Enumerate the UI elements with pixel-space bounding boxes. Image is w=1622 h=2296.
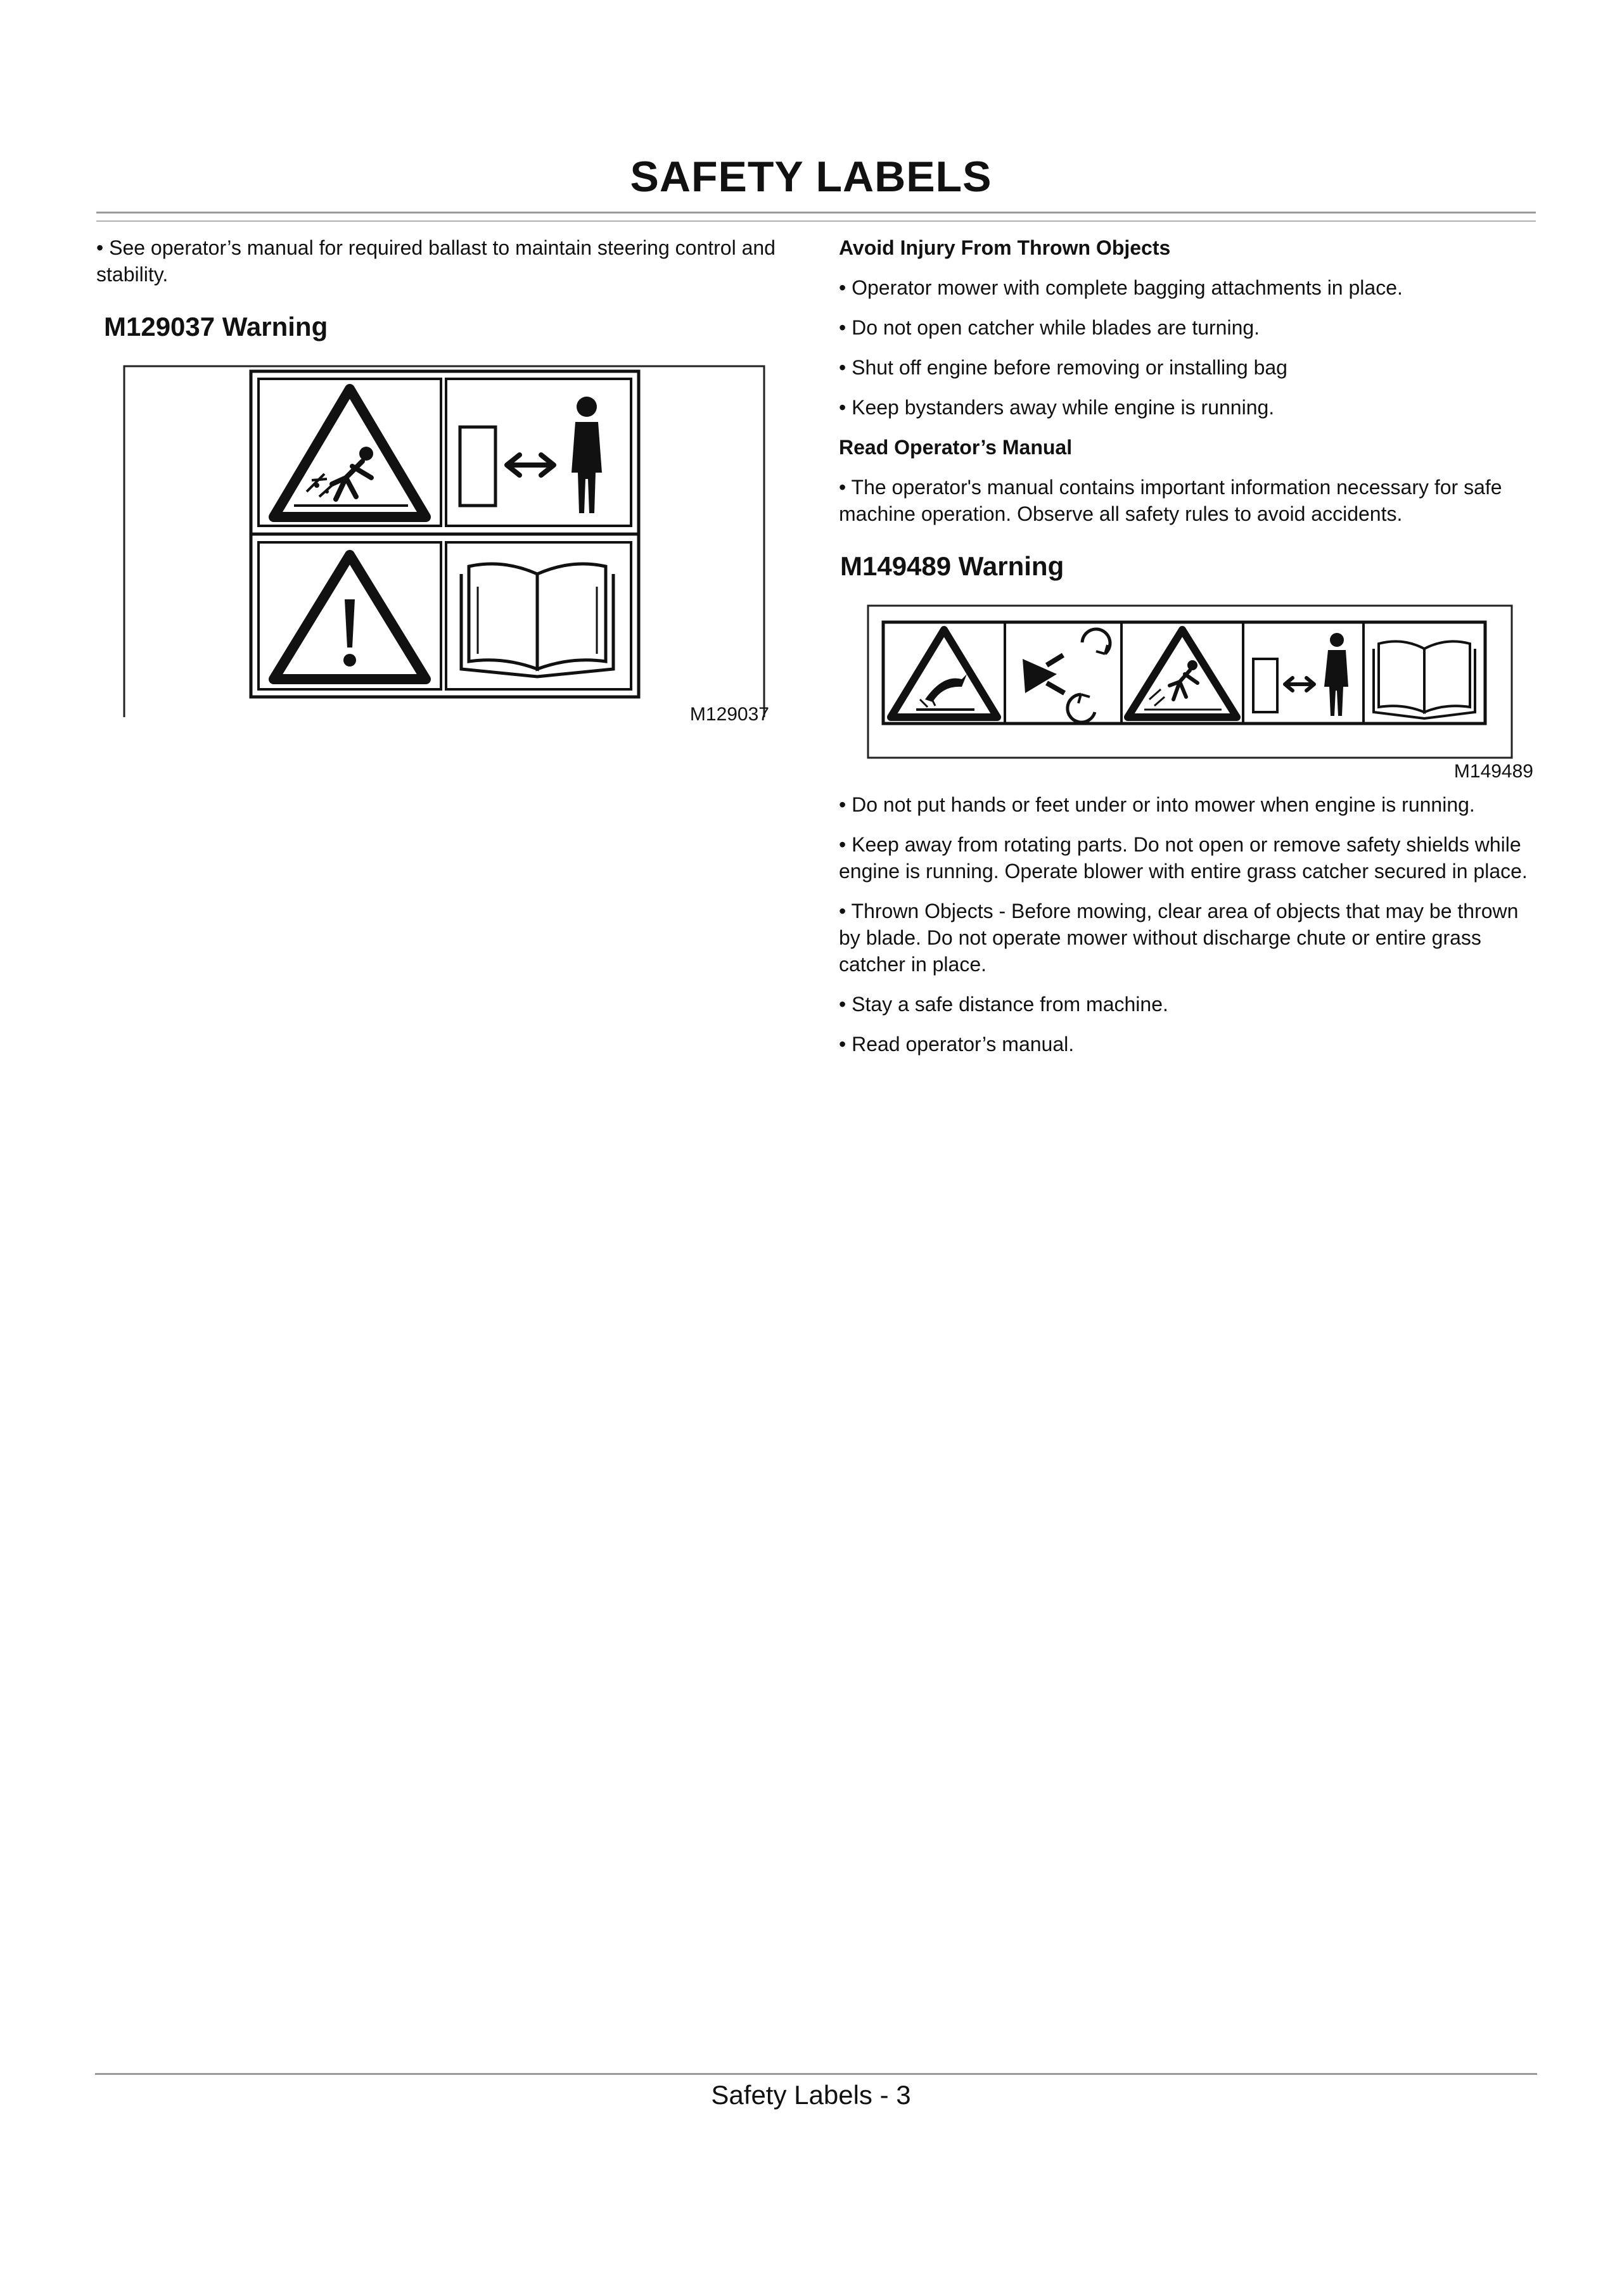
right-column bbox=[839, 234, 1536, 1071]
list-item: • Stay a safe distance from machine. bbox=[839, 993, 1168, 1016]
warning-exclamation-icon bbox=[259, 542, 441, 689]
list-item: • Read operator’s manual. bbox=[839, 1033, 1075, 1056]
manual-note: • The operator's manual contains important information necessary for safe machine operation. Observe all safety rules to avoid accidents. bbox=[839, 476, 1502, 525]
list-item: • Keep bystanders away while engine is running. bbox=[839, 396, 1275, 419]
m129037-caption: M129037 bbox=[689, 704, 769, 725]
m149489-figure bbox=[867, 604, 1557, 782]
page-footer: Safety Labels - 3 bbox=[711, 2080, 911, 2110]
page-title: SAFETY LABELS bbox=[630, 153, 992, 201]
list-item: • Keep away from rotating parts. Do not open or remove safety shields while engine is running. Operate blower with entire grass catcher secured in place. bbox=[839, 833, 1528, 883]
header-rule-thin bbox=[96, 220, 1536, 222]
list-item: • Do not put hands or feet under or into mower when engine is running. bbox=[839, 793, 1475, 816]
footer-rule bbox=[95, 2073, 1537, 2075]
read-manual-heading: Read Operator’s Manual bbox=[839, 436, 1073, 459]
list-item: • Thrown Objects - Before mowing, clear area of objects that may be thrown by blade. Do not operate mower without discharge chute or entire grass catcher in place. bbox=[839, 900, 1519, 976]
m149489-caption: M149489 bbox=[1453, 761, 1533, 782]
list-item: • Do not open catcher while blades are turning. bbox=[839, 316, 1260, 339]
m149489-heading: M149489 Warning bbox=[840, 551, 1064, 581]
left-column bbox=[96, 234, 781, 725]
keep-distance-icon bbox=[446, 379, 631, 526]
thrown-objects-heading: Avoid Injury From Thrown Objects bbox=[839, 236, 1171, 259]
thrown-object-warning-icon bbox=[259, 379, 441, 526]
m129037-decal bbox=[123, 365, 769, 717]
list-item: • Operator mower with complete bagging attachments in place. bbox=[839, 276, 1403, 299]
m149489-decal bbox=[867, 604, 1538, 760]
operator-manual-icon bbox=[446, 542, 631, 689]
list-item: • Shut off engine before removing or installing bag bbox=[839, 356, 1287, 379]
operator-manual-icon bbox=[1374, 641, 1475, 718]
ballast-note: • See operator’s manual for required ballast to maintain steering control and stability. bbox=[96, 236, 776, 286]
header-rule bbox=[96, 212, 1536, 214]
m129037-heading: M129037 Warning bbox=[104, 312, 328, 341]
m129037-figure bbox=[123, 365, 769, 725]
